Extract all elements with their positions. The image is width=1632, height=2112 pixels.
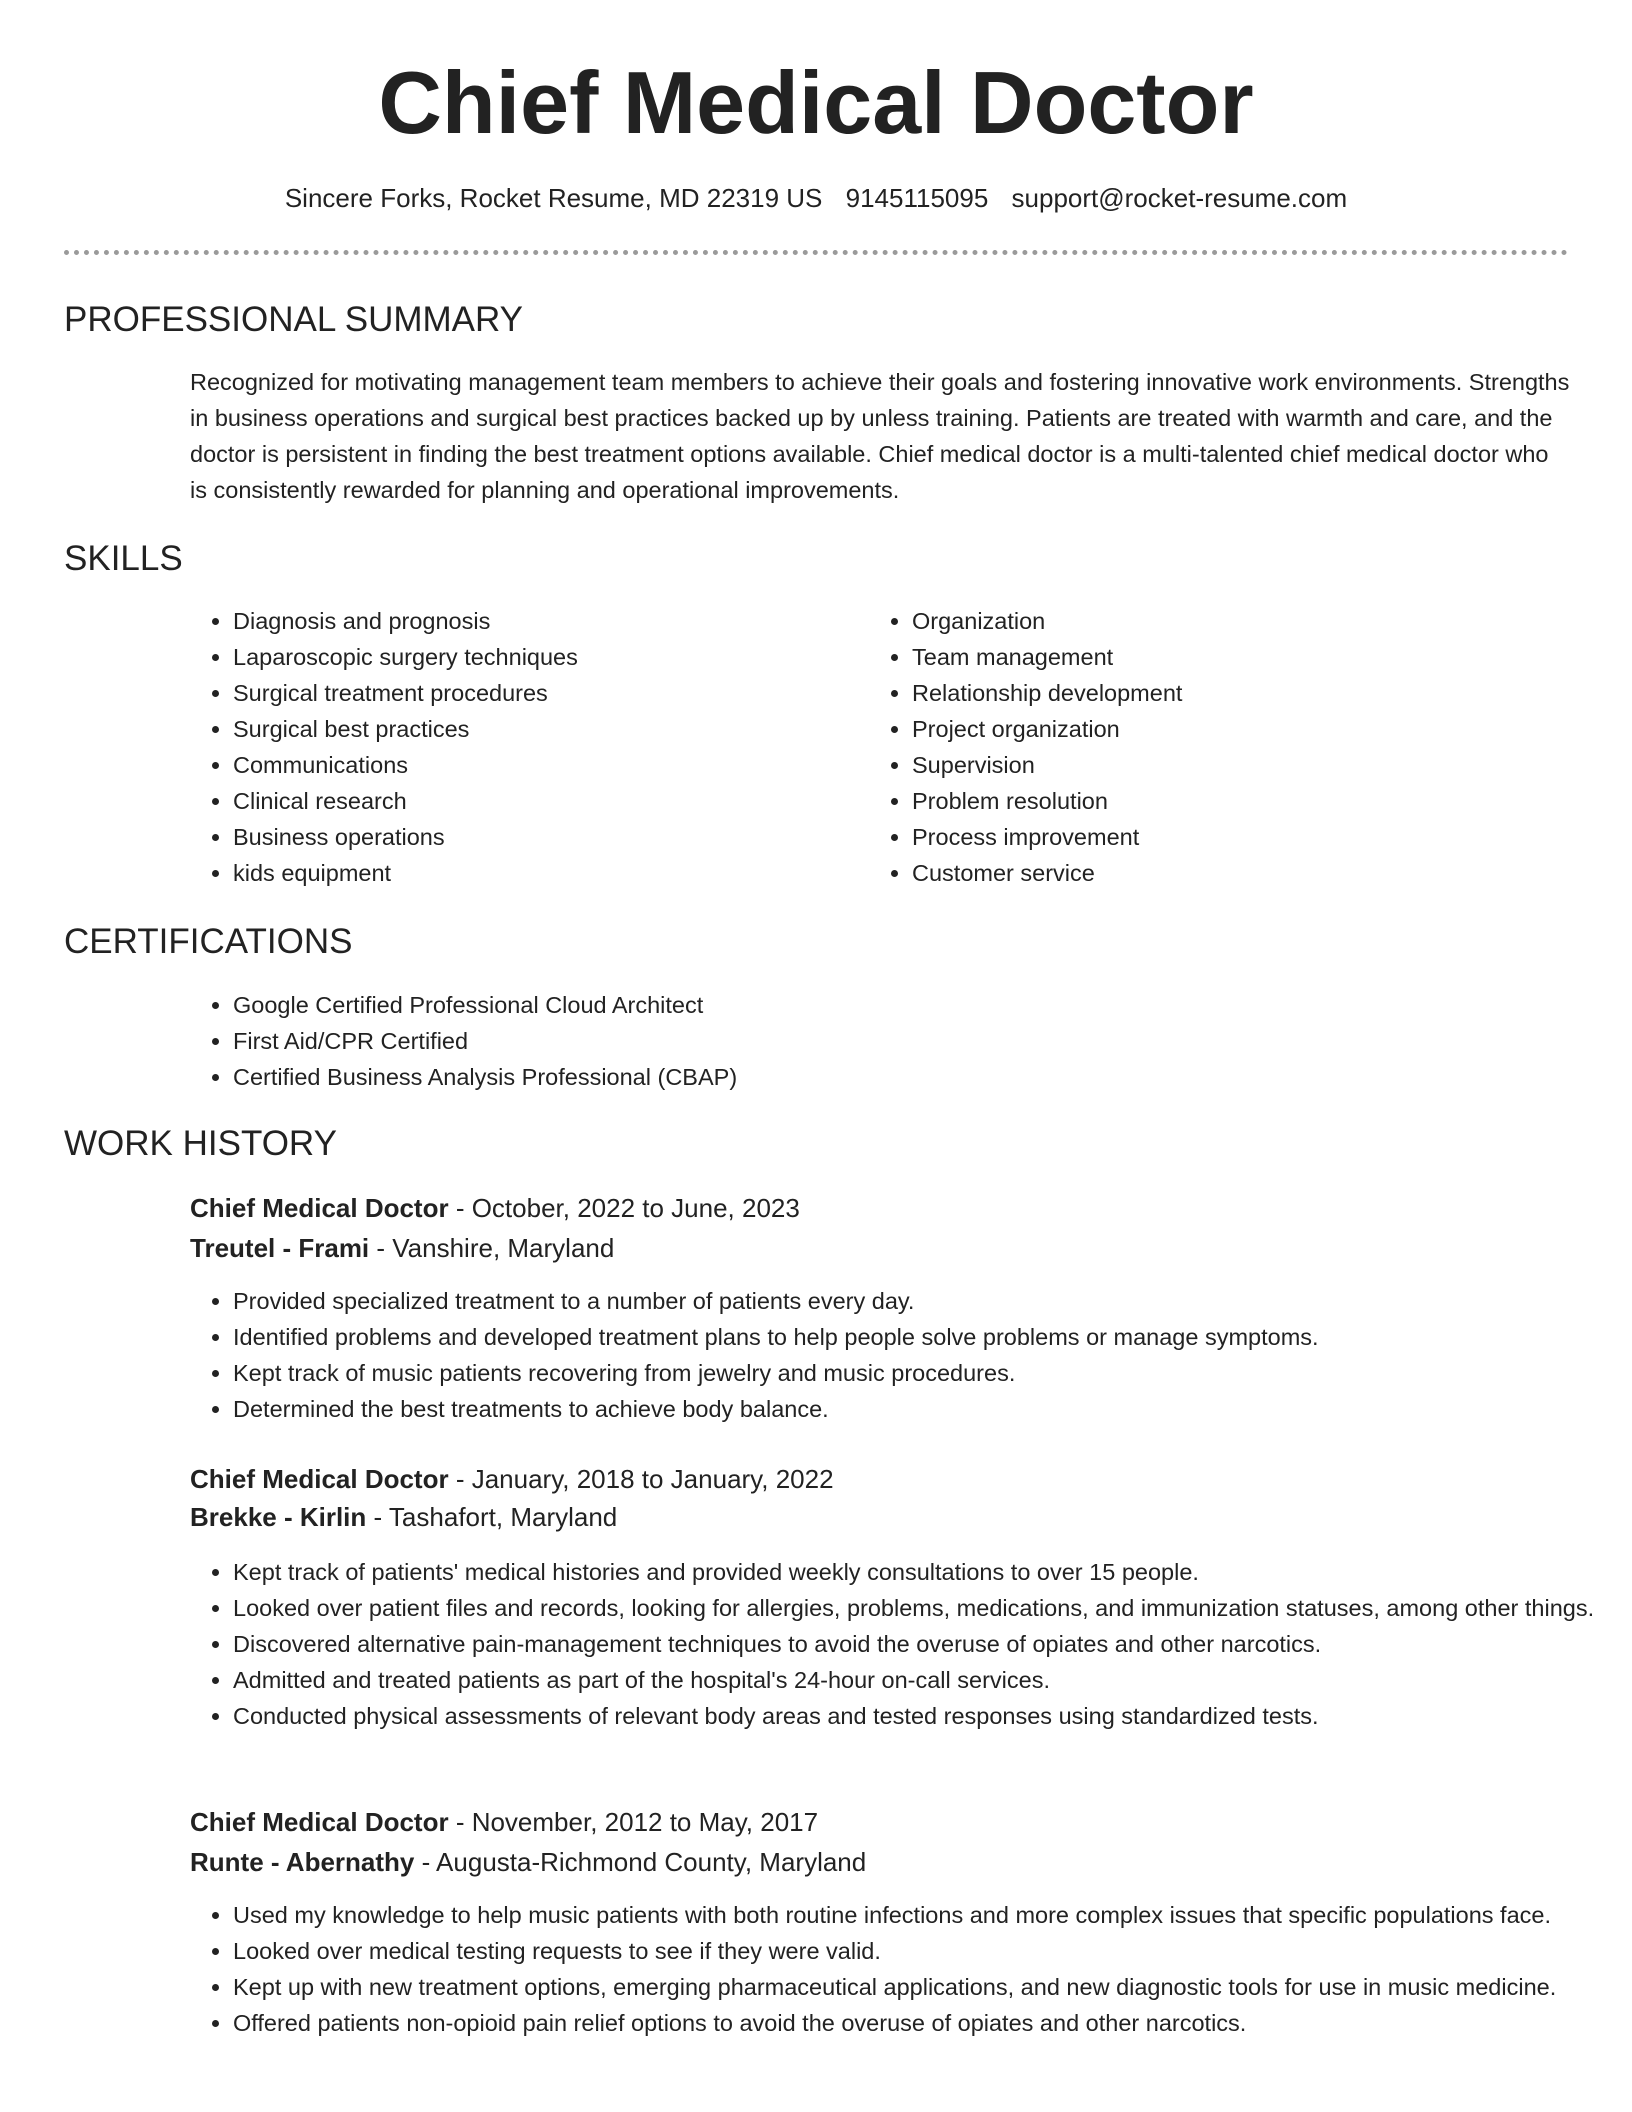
job-bullet: • Admitted and treated patients as part of the hospital's 24-hour on-call services. (233, 1662, 1613, 1698)
job-role: Chief Medical Doctor (190, 1464, 449, 1494)
job-role: Chief Medical Doctor (190, 1807, 449, 1837)
skill-item: • Relationship development (912, 675, 1512, 711)
skill-item: • Laparoscopic surgery techniques (233, 639, 833, 675)
summary-heading: PROFESSIONAL SUMMARY (64, 300, 523, 339)
work-history-heading: WORK HISTORY (64, 1124, 337, 1163)
skills-list-right (868, 603, 1512, 891)
certification-item: • Google Certified Professional Cloud Architect (233, 987, 1613, 1023)
job-location: - Vanshire, Maryland (369, 1233, 615, 1263)
certifications-list (189, 987, 1613, 1095)
job-company-line (190, 1230, 1570, 1266)
job-title-line (190, 1190, 1570, 1226)
certification-item: • Certified Business Analysis Professional (CBAP) (233, 1059, 1613, 1095)
job-bullet: • Determined the best treatments to achieve body balance. (233, 1391, 1613, 1427)
job-bullet: • Conducted physical assessments of relevant body areas and tested responses using standardized tests. (233, 1698, 1613, 1734)
contact-phone: 9145115095 (845, 183, 989, 213)
job-company: Treutel - Frami (190, 1233, 370, 1263)
skill-item: • Organization (912, 603, 1512, 639)
skill-item: • Surgical treatment procedures (233, 675, 833, 711)
job-bullet: • Kept up with new treatment options, emerging pharmaceutical applications, and new diagnostic tools for use in music medicine. (233, 1969, 1613, 2005)
job-bullet: • Kept track of music patients recovering from jewelry and music procedures. (233, 1355, 1613, 1391)
job-bullets (189, 1283, 1613, 1427)
skill-item: • Problem resolution (912, 783, 1512, 819)
skill-item: • kids equipment (233, 855, 833, 891)
job-company: Runte - Abernathy (190, 1847, 415, 1877)
contact-address: Sincere Forks, Rocket Resume, MD 22319 US (284, 183, 823, 213)
skill-item: • Communications (233, 747, 833, 783)
skill-item: • Team management (912, 639, 1512, 675)
skill-item: • Supervision (912, 747, 1512, 783)
skill-item: • Project organization (912, 711, 1512, 747)
skills-list-left (189, 603, 833, 891)
job-bullet: • Offered patients non-opioid pain relief options to avoid the overuse of opiates and other narcotics. (233, 2005, 1613, 2041)
job-role: Chief Medical Doctor (190, 1193, 449, 1223)
job-location: - Tashafort, Maryland (366, 1502, 618, 1532)
skill-item: • Diagnosis and prognosis (233, 603, 833, 639)
job-bullet: • Looked over patient files and records, looking for allergies, problems, medications, and immunization statuses, among other things. (233, 1590, 1613, 1626)
job-title-line (190, 1461, 1570, 1497)
skill-item: • Process improvement (912, 819, 1512, 855)
resume-name: Chief Medical Doctor (378, 53, 1254, 152)
summary-text: Recognized for motivating management team members to achieve their goals and fostering innovative work environments. Strengths in business operations and surgical best practices backed up by unless training. Patients are treated with warmth and care, and the doctor is persistent in finding the best treatment options available. Chief medical doctor is a multi-talented chief medical doctor who is consistently rewarded for planning and operational improvements. (190, 369, 1570, 503)
job-bullet: • Discovered alternative pain-management techniques to avoid the overuse of opiates and other narcotics. (233, 1626, 1613, 1662)
skill-item: • Customer service (912, 855, 1512, 891)
job-dates: - October, 2022 to June, 2023 (448, 1193, 800, 1223)
skills-heading: SKILLS (64, 539, 183, 578)
skill-item: • Business operations (233, 819, 833, 855)
job-bullet: • Provided specialized treatment to a number of patients every day. (233, 1283, 1613, 1319)
job-bullet: • Identified problems and developed treatment plans to help people solve problems or manage symptoms. (233, 1319, 1613, 1355)
job-bullets (189, 1554, 1613, 1734)
job-bullets (189, 1897, 1613, 2041)
skill-item: • Clinical research (233, 783, 833, 819)
job-dates: - January, 2018 to January, 2022 (448, 1464, 834, 1494)
job-bullet: • Used my knowledge to help music patients with both routine infections and more complex issues that specific populations face. (233, 1897, 1613, 1933)
job-dates: - November, 2012 to May, 2017 (448, 1807, 819, 1837)
job-bullet: • Looked over medical testing requests to see if they were valid. (233, 1933, 1613, 1969)
header-divider (64, 250, 1568, 255)
certifications-heading: CERTIFICATIONS (64, 922, 353, 961)
certification-item: • First Aid/CPR Certified (233, 1023, 1613, 1059)
job-bullet: • Kept track of patients' medical histories and provided weekly consultations to over 15 people. (233, 1554, 1613, 1590)
job-company-line (190, 1499, 1570, 1535)
job-company-line (190, 1844, 1570, 1880)
contact-email: support@rocket-resume.com (1011, 183, 1348, 213)
job-company: Brekke - Kirlin (190, 1502, 367, 1532)
job-title-line (190, 1804, 1570, 1840)
contact-line (0, 180, 1632, 216)
skill-item: • Surgical best practices (233, 711, 833, 747)
job-location: - Augusta-Richmond County, Maryland (414, 1847, 867, 1877)
